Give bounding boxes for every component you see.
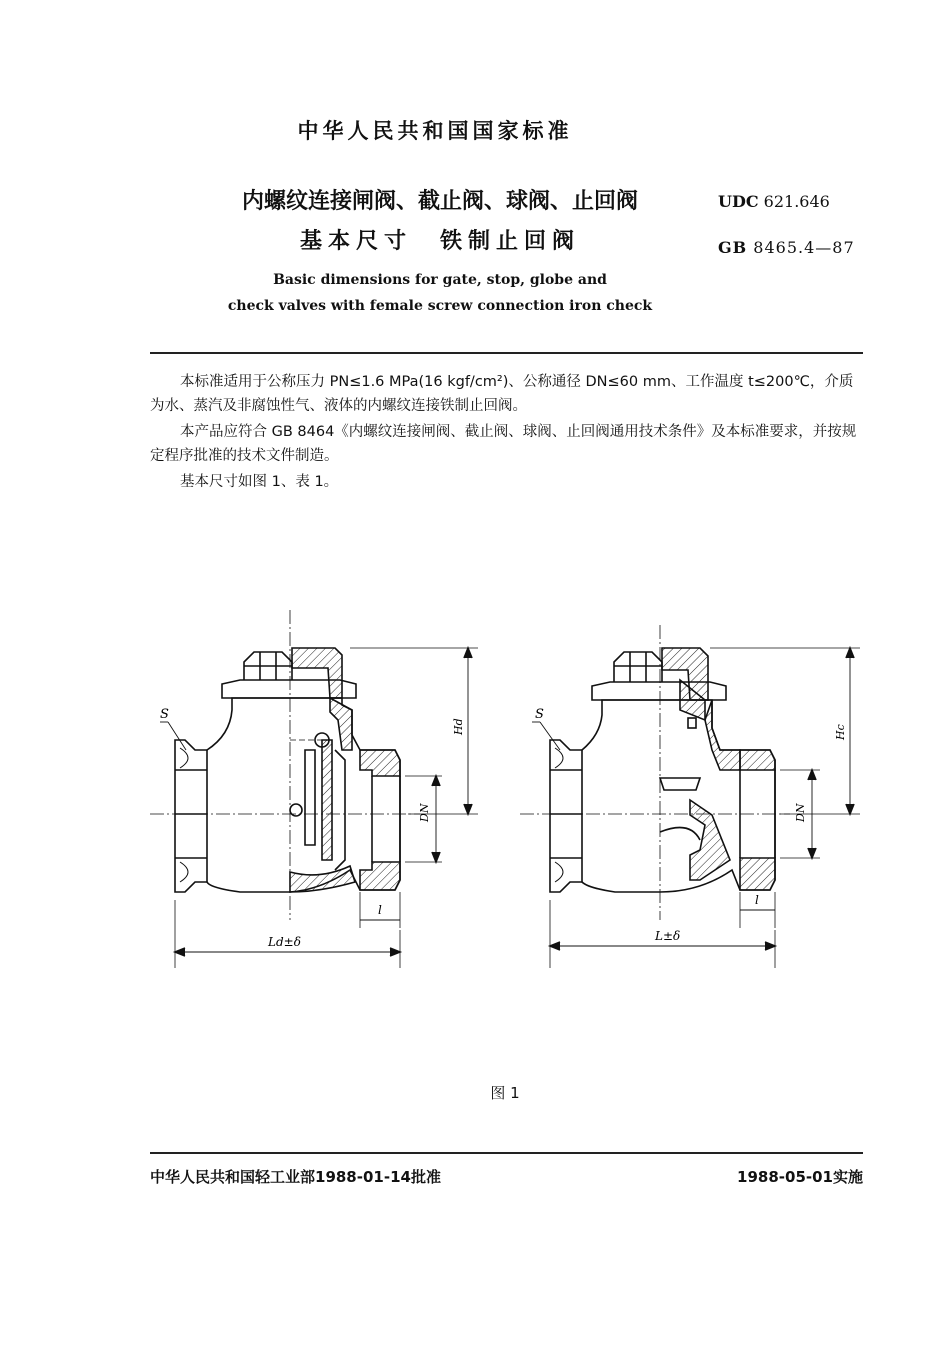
paragraph-scope-text: 本标准适用于公称压力 PN≤1.6 MPa(16 kgf/cm²)、公称通径 DN≤60 mm、工作温度 t≤200℃，介质为水、蒸汽及非腐蚀性气、液体的内螺纹连接铁制止回阀。 bbox=[150, 374, 854, 414]
right-label-l: l bbox=[755, 893, 759, 907]
approval-note: 中华人民共和国轻工业部1988-01-14批准 bbox=[150, 1168, 441, 1186]
effective-date: 1988-05-01实施 bbox=[737, 1168, 863, 1186]
title-line-1: 内螺纹连接闸阀、截止阀、球阀、止回阀 bbox=[241, 189, 638, 214]
gb-value: 8465.4—87 bbox=[753, 238, 855, 257]
right-label-dn: DN bbox=[794, 803, 807, 822]
right-valve-drawing bbox=[520, 625, 860, 968]
right-label-length: L±δ bbox=[655, 929, 681, 943]
right-label-s: S bbox=[535, 707, 544, 722]
udc-number bbox=[718, 192, 830, 211]
udc-label: UDC bbox=[718, 192, 759, 211]
top-rule bbox=[150, 352, 863, 354]
figure-caption: 图 1 bbox=[490, 1084, 520, 1102]
paragraph-requirements-text: 本产品应符合 GB 8464《内螺纹连接闸阀、截止阀、球阀、止回阀通用技术条件》及本标准要求，并按规定程序批准的技术文件制造。 bbox=[150, 424, 857, 464]
paragraph-requirements bbox=[150, 420, 863, 468]
english-title-1: Basic dimensions for gate, stop, globe and bbox=[273, 272, 607, 288]
bottom-rule bbox=[150, 1152, 863, 1154]
paragraph-reference bbox=[150, 470, 863, 494]
gb-label: GB bbox=[718, 238, 748, 257]
title-line-2: 基本尺寸 铁制止回阀 bbox=[299, 229, 580, 254]
org-title: 中华人民共和国国家标准 bbox=[297, 119, 573, 143]
left-label-length: Ld±δ bbox=[268, 935, 301, 949]
left-valve-drawing bbox=[150, 610, 478, 968]
english-title-2: check valves with female screw connection iron check bbox=[227, 298, 653, 314]
figure-1-drawing bbox=[0, 600, 950, 980]
gb-number bbox=[718, 238, 855, 257]
paragraph-scope bbox=[150, 370, 863, 418]
right-label-height: Hc bbox=[834, 724, 847, 740]
left-label-dn: DN bbox=[418, 803, 431, 822]
left-label-height: Hd bbox=[452, 718, 465, 735]
paragraph-reference-text: 基本尺寸如图 1、表 1。 bbox=[180, 474, 339, 490]
left-label-s: S bbox=[160, 707, 169, 722]
left-label-l: l bbox=[378, 903, 382, 917]
udc-value: 621.646 bbox=[763, 192, 830, 211]
